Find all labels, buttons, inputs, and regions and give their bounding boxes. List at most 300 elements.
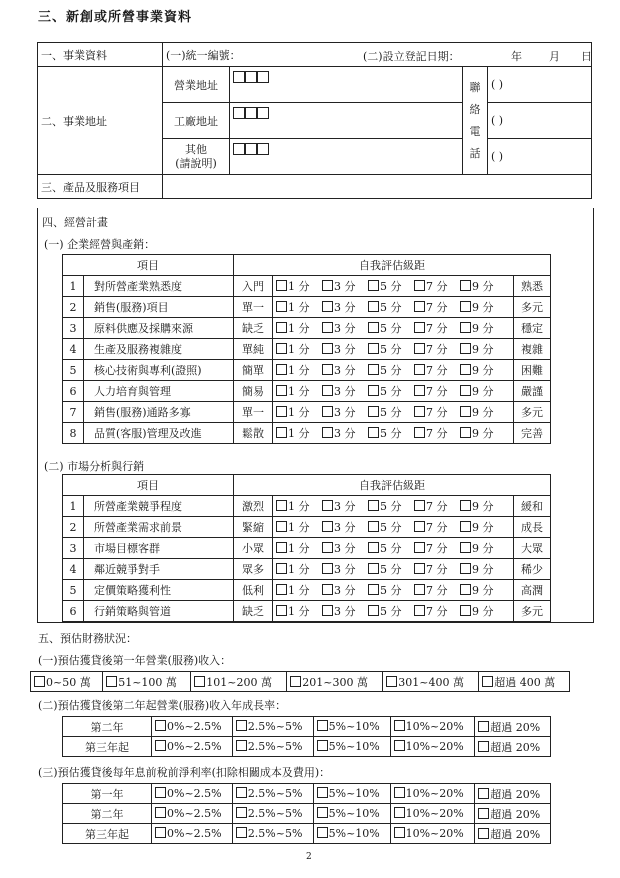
score-label: 7 分 xyxy=(426,563,448,576)
score-option[interactable] xyxy=(276,320,322,336)
percent-option[interactable] xyxy=(232,737,313,757)
checkbox[interactable] xyxy=(322,343,333,354)
rating-column-header: 自我評估級距 xyxy=(234,255,551,276)
score-option[interactable] xyxy=(322,582,368,598)
checkbox[interactable] xyxy=(460,427,471,438)
ops-row xyxy=(63,360,551,381)
score-label: 5 分 xyxy=(380,343,402,356)
checkbox[interactable] xyxy=(460,605,471,616)
market-row xyxy=(63,580,551,601)
score-option[interactable] xyxy=(368,603,414,619)
score-option[interactable] xyxy=(276,404,322,420)
high-end-label: 複雜 xyxy=(514,339,551,360)
postal-code-boxes[interactable] xyxy=(233,142,269,155)
revenue-option[interactable] xyxy=(383,672,479,692)
score-option[interactable] xyxy=(368,561,414,577)
score-option[interactable] xyxy=(460,519,506,535)
revenue-option-label: 301~400 萬 xyxy=(398,675,464,689)
item-label: 市場目標客群 xyxy=(84,538,234,559)
revenue-table xyxy=(30,671,570,692)
score-option[interactable] xyxy=(322,540,368,556)
revenue-option[interactable] xyxy=(479,672,570,692)
checkbox[interactable] xyxy=(460,280,471,291)
checkbox[interactable] xyxy=(276,605,287,616)
checkbox[interactable] xyxy=(290,676,301,687)
score-label: 9 分 xyxy=(472,343,494,356)
checkbox[interactable] xyxy=(414,385,425,396)
score-option[interactable] xyxy=(368,404,414,420)
postal-code-boxes[interactable] xyxy=(233,70,269,83)
score-label: 1 分 xyxy=(288,605,310,618)
score-option[interactable] xyxy=(414,362,460,378)
percent-option-label: 5%~10% xyxy=(328,827,380,840)
score-option[interactable] xyxy=(322,498,368,514)
checkbox[interactable] xyxy=(460,385,471,396)
checkbox[interactable] xyxy=(317,787,328,798)
percent-option-label: 2.5%~5% xyxy=(247,827,303,840)
score-options xyxy=(273,538,514,559)
checkbox[interactable] xyxy=(236,807,247,818)
score-option[interactable] xyxy=(276,582,322,598)
revenue-question: (一)預估獲貸後第一年營業(服務)收入： xyxy=(38,654,232,667)
percent-option[interactable] xyxy=(152,784,233,804)
rating-column-header: 自我評估級距 xyxy=(234,475,551,496)
score-option[interactable] xyxy=(322,603,368,619)
score-option[interactable] xyxy=(460,362,506,378)
checkbox[interactable] xyxy=(414,563,425,574)
score-option[interactable] xyxy=(414,383,460,399)
score-options xyxy=(273,381,514,402)
checkbox[interactable] xyxy=(478,788,489,799)
item-column-header: 項目 xyxy=(63,475,234,496)
revenue-option[interactable] xyxy=(103,672,191,692)
percent-option[interactable] xyxy=(232,824,313,844)
score-option[interactable] xyxy=(322,362,368,378)
percent-option[interactable] xyxy=(232,804,313,824)
score-label: 1 分 xyxy=(288,385,310,398)
row-number: 1 xyxy=(63,496,84,517)
checkbox[interactable] xyxy=(368,322,379,333)
checkbox[interactable] xyxy=(322,500,333,511)
checkbox[interactable] xyxy=(414,605,425,616)
checkbox[interactable] xyxy=(414,364,425,375)
percent-option[interactable] xyxy=(313,824,390,844)
score-option[interactable] xyxy=(368,519,414,535)
checkbox[interactable] xyxy=(414,301,425,312)
checkbox[interactable] xyxy=(460,563,471,574)
checkbox[interactable] xyxy=(322,427,333,438)
percent-option[interactable] xyxy=(390,784,475,804)
percent-option-label: 10%~20% xyxy=(405,720,464,733)
high-end-label: 成長 xyxy=(514,517,551,538)
checkbox[interactable] xyxy=(394,787,405,798)
products-field[interactable] xyxy=(163,175,592,199)
score-option[interactable] xyxy=(368,383,414,399)
checkbox[interactable] xyxy=(394,740,405,751)
checkbox[interactable] xyxy=(414,521,425,532)
percent-option-label: 2.5%~5% xyxy=(247,720,303,733)
checkbox[interactable] xyxy=(368,563,379,574)
checkbox[interactable] xyxy=(317,827,328,838)
checkbox[interactable] xyxy=(460,406,471,417)
checkbox[interactable] xyxy=(276,584,287,595)
other-phone-field[interactable]: ( ) xyxy=(488,139,592,175)
checkbox[interactable] xyxy=(155,720,166,731)
checkbox[interactable] xyxy=(394,827,405,838)
checkbox[interactable] xyxy=(368,385,379,396)
score-label: 9 分 xyxy=(472,322,494,335)
checkbox[interactable] xyxy=(478,808,489,819)
checkbox[interactable] xyxy=(155,827,166,838)
score-option[interactable] xyxy=(414,603,460,619)
checkbox[interactable] xyxy=(322,385,333,396)
percent-option[interactable] xyxy=(475,784,551,804)
score-label: 9 分 xyxy=(472,364,494,377)
item-label: 行銷策略與管道 xyxy=(84,601,234,622)
percent-option-label: 10%~20% xyxy=(405,740,464,753)
item-column-header: 項目 xyxy=(63,255,234,276)
score-option[interactable] xyxy=(414,425,460,441)
score-option[interactable] xyxy=(276,540,322,556)
checkbox[interactable] xyxy=(194,676,205,687)
score-label: 1 分 xyxy=(288,563,310,576)
checkbox[interactable] xyxy=(414,322,425,333)
checkbox[interactable] xyxy=(322,584,333,595)
percent-option-label: 10%~20% xyxy=(405,827,464,840)
percent-option[interactable] xyxy=(152,804,233,824)
checkbox[interactable] xyxy=(276,385,287,396)
checkbox[interactable] xyxy=(322,542,333,553)
checkbox[interactable] xyxy=(276,364,287,375)
checkbox[interactable] xyxy=(478,828,489,839)
checkbox[interactable] xyxy=(322,605,333,616)
percent-option[interactable] xyxy=(232,717,313,737)
percent-option-label: 5%~10% xyxy=(328,720,380,733)
checkbox[interactable] xyxy=(322,406,333,417)
checkbox[interactable] xyxy=(368,406,379,417)
score-option[interactable] xyxy=(276,383,322,399)
score-option[interactable] xyxy=(276,278,322,294)
item-label: 人力培育與管理 xyxy=(84,381,234,402)
score-option[interactable] xyxy=(368,362,414,378)
percent-option[interactable] xyxy=(313,737,390,757)
score-option[interactable] xyxy=(414,519,460,535)
score-option[interactable] xyxy=(322,561,368,577)
percent-option[interactable] xyxy=(152,824,233,844)
row-number: 3 xyxy=(63,538,84,559)
checkbox[interactable] xyxy=(322,322,333,333)
percent-option[interactable] xyxy=(390,717,475,737)
score-label: 7 分 xyxy=(426,385,448,398)
checkbox[interactable] xyxy=(368,364,379,375)
ops-section-heading: (一) 企業經營與產銷： xyxy=(44,238,156,251)
checkbox[interactable] xyxy=(276,521,287,532)
market-row xyxy=(63,517,551,538)
score-label: 7 分 xyxy=(426,605,448,618)
checkbox[interactable] xyxy=(460,500,471,511)
row-number: 6 xyxy=(63,601,84,622)
score-option[interactable] xyxy=(368,540,414,556)
margin-row xyxy=(63,804,551,824)
score-option[interactable] xyxy=(460,404,506,420)
row-number: 1 xyxy=(63,276,84,297)
score-option[interactable] xyxy=(368,299,414,315)
score-label: 7 分 xyxy=(426,584,448,597)
checkbox[interactable] xyxy=(368,343,379,354)
checkbox[interactable] xyxy=(368,280,379,291)
score-option[interactable] xyxy=(460,341,506,357)
checkbox[interactable] xyxy=(236,827,247,838)
ops-header-row xyxy=(63,255,551,276)
checkbox[interactable] xyxy=(276,500,287,511)
score-option[interactable] xyxy=(322,383,368,399)
checkbox[interactable] xyxy=(478,721,489,732)
score-option[interactable] xyxy=(322,278,368,294)
score-label: 1 分 xyxy=(288,343,310,356)
checkbox[interactable] xyxy=(106,676,117,687)
checkbox[interactable] xyxy=(478,741,489,752)
checkbox[interactable] xyxy=(414,584,425,595)
score-option[interactable] xyxy=(322,425,368,441)
item-label: 所營產業需求前景 xyxy=(84,517,234,538)
score-option[interactable] xyxy=(414,540,460,556)
business-info-table xyxy=(37,42,592,199)
score-option[interactable] xyxy=(414,498,460,514)
score-label: 5 分 xyxy=(380,500,402,513)
checkbox[interactable] xyxy=(460,364,471,375)
low-end-label: 單一 xyxy=(234,297,273,318)
score-label: 9 分 xyxy=(472,427,494,440)
checkbox[interactable] xyxy=(322,280,333,291)
revenue-option[interactable] xyxy=(31,672,103,692)
score-option[interactable] xyxy=(322,519,368,535)
checkbox[interactable] xyxy=(34,676,45,687)
item-label: 對所營產業熟悉度 xyxy=(84,276,234,297)
score-option[interactable] xyxy=(460,278,506,294)
checkbox[interactable] xyxy=(386,676,397,687)
checkbox[interactable] xyxy=(322,521,333,532)
score-option[interactable] xyxy=(460,561,506,577)
low-end-label: 缺乏 xyxy=(234,318,273,339)
percent-option[interactable] xyxy=(313,717,390,737)
row-number: 2 xyxy=(63,297,84,318)
checkbox[interactable] xyxy=(460,521,471,532)
score-option[interactable] xyxy=(460,498,506,514)
score-option[interactable] xyxy=(414,341,460,357)
score-option[interactable] xyxy=(368,425,414,441)
business-address-label: 營業地址 xyxy=(163,67,230,103)
revenue-option-label: 101~200 萬 xyxy=(206,675,272,689)
checkbox[interactable] xyxy=(414,406,425,417)
high-end-label: 穩定 xyxy=(514,318,551,339)
score-label: 9 分 xyxy=(472,280,494,293)
checkbox[interactable] xyxy=(368,427,379,438)
score-label: 7 分 xyxy=(426,521,448,534)
score-option[interactable] xyxy=(276,425,322,441)
market-row xyxy=(63,601,551,622)
percent-option[interactable] xyxy=(475,824,551,844)
tax-id-label: (一)統一編號： xyxy=(166,48,241,62)
row-number: 4 xyxy=(63,559,84,580)
checkbox[interactable] xyxy=(414,542,425,553)
percent-option[interactable] xyxy=(313,804,390,824)
checkbox[interactable] xyxy=(236,787,247,798)
checkbox[interactable] xyxy=(155,787,166,798)
revenue-option[interactable] xyxy=(191,672,287,692)
business-phone-field[interactable]: ( ) xyxy=(488,67,592,103)
score-option[interactable] xyxy=(322,320,368,336)
score-option[interactable] xyxy=(322,404,368,420)
checkbox[interactable] xyxy=(460,322,471,333)
ops-row xyxy=(63,276,551,297)
checkbox[interactable] xyxy=(414,343,425,354)
products-label: 三、產品及服務項目 xyxy=(38,175,163,199)
score-label: 7 分 xyxy=(426,406,448,419)
score-option[interactable] xyxy=(276,362,322,378)
factory-phone-field[interactable]: ( ) xyxy=(488,103,592,139)
ops-row xyxy=(63,381,551,402)
item-label: 定價策略獲利性 xyxy=(84,580,234,601)
score-option[interactable] xyxy=(368,278,414,294)
item-label: 核心技術與專利(證照) xyxy=(84,360,234,381)
score-label: 5 分 xyxy=(380,406,402,419)
business-address-field[interactable] xyxy=(230,67,463,103)
checkbox[interactable] xyxy=(368,542,379,553)
percent-option[interactable] xyxy=(152,737,233,757)
score-option[interactable] xyxy=(368,582,414,598)
score-option[interactable] xyxy=(460,582,506,598)
score-option[interactable] xyxy=(368,320,414,336)
ops-row xyxy=(63,318,551,339)
low-end-label: 激烈 xyxy=(234,496,273,517)
checkbox[interactable] xyxy=(317,720,328,731)
checkbox[interactable] xyxy=(414,427,425,438)
score-options xyxy=(273,276,514,297)
factory-address-field[interactable] xyxy=(230,103,463,139)
score-option[interactable] xyxy=(276,603,322,619)
checkbox[interactable] xyxy=(460,301,471,312)
checkbox[interactable] xyxy=(394,807,405,818)
checkbox[interactable] xyxy=(276,542,287,553)
score-option[interactable] xyxy=(414,404,460,420)
checkbox[interactable] xyxy=(317,740,328,751)
checkbox[interactable] xyxy=(368,605,379,616)
checkbox[interactable] xyxy=(368,521,379,532)
revenue-option[interactable] xyxy=(287,672,383,692)
score-option[interactable] xyxy=(276,341,322,357)
checkbox[interactable] xyxy=(368,584,379,595)
score-options xyxy=(273,496,514,517)
other-address-field[interactable] xyxy=(230,139,463,175)
checkbox[interactable] xyxy=(276,406,287,417)
percent-option[interactable] xyxy=(390,824,475,844)
checkbox[interactable] xyxy=(482,676,493,687)
checkbox[interactable] xyxy=(155,740,166,751)
checkbox[interactable] xyxy=(317,807,328,818)
score-option[interactable] xyxy=(276,299,322,315)
score-option[interactable] xyxy=(322,341,368,357)
score-label: 3 分 xyxy=(334,301,356,314)
percent-option[interactable] xyxy=(232,784,313,804)
plan-heading: 四、經營計畫 xyxy=(42,216,108,229)
score-option[interactable] xyxy=(368,498,414,514)
postal-code-boxes[interactable] xyxy=(233,106,269,119)
checkbox[interactable] xyxy=(276,343,287,354)
score-option[interactable] xyxy=(460,383,506,399)
checkbox[interactable] xyxy=(414,280,425,291)
checkbox[interactable] xyxy=(276,322,287,333)
percent-option[interactable] xyxy=(475,804,551,824)
score-option[interactable] xyxy=(414,278,460,294)
score-option[interactable] xyxy=(276,561,322,577)
checkbox[interactable] xyxy=(414,500,425,511)
revenue-option-label: 0~50 萬 xyxy=(46,675,91,689)
low-end-label: 眾多 xyxy=(234,559,273,580)
checkbox[interactable] xyxy=(236,720,247,731)
checkbox[interactable] xyxy=(322,563,333,574)
checkbox[interactable] xyxy=(368,500,379,511)
checkbox[interactable] xyxy=(460,584,471,595)
percent-option-label: 0%~2.5% xyxy=(167,787,222,800)
checkbox[interactable] xyxy=(276,563,287,574)
checkbox[interactable] xyxy=(394,720,405,731)
percent-option[interactable] xyxy=(475,737,551,757)
score-label: 9 分 xyxy=(472,563,494,576)
score-options xyxy=(273,559,514,580)
checkbox[interactable] xyxy=(155,807,166,818)
score-option[interactable] xyxy=(414,582,460,598)
score-option[interactable] xyxy=(414,299,460,315)
score-label: 1 分 xyxy=(288,542,310,555)
score-label: 9 分 xyxy=(472,385,494,398)
score-option[interactable] xyxy=(460,540,506,556)
score-label: 3 分 xyxy=(334,322,356,335)
percent-option[interactable] xyxy=(390,737,475,757)
percent-option[interactable] xyxy=(475,717,551,737)
score-label: 5 分 xyxy=(380,427,402,440)
score-option[interactable] xyxy=(460,320,506,336)
score-option[interactable] xyxy=(368,341,414,357)
percent-option-label: 5%~10% xyxy=(328,740,380,753)
low-end-label: 入門 xyxy=(234,276,273,297)
checkbox[interactable] xyxy=(460,343,471,354)
score-option[interactable] xyxy=(460,425,506,441)
percent-option[interactable] xyxy=(313,784,390,804)
checkbox[interactable] xyxy=(276,427,287,438)
high-end-label: 多元 xyxy=(514,402,551,423)
ops-row xyxy=(63,339,551,360)
score-label: 3 分 xyxy=(334,385,356,398)
score-option[interactable] xyxy=(276,498,322,514)
score-option[interactable] xyxy=(414,320,460,336)
checkbox[interactable] xyxy=(368,301,379,312)
score-option[interactable] xyxy=(322,299,368,315)
percent-option[interactable] xyxy=(152,717,233,737)
percent-option[interactable] xyxy=(390,804,475,824)
score-option[interactable] xyxy=(460,603,506,619)
score-option[interactable] xyxy=(460,299,506,315)
finance-heading: 五、預估財務狀況： xyxy=(38,632,137,645)
score-option[interactable] xyxy=(414,561,460,577)
checkbox[interactable] xyxy=(276,301,287,312)
checkbox[interactable] xyxy=(322,364,333,375)
checkbox[interactable] xyxy=(322,301,333,312)
checkbox[interactable] xyxy=(460,542,471,553)
address-label: 二、事業地址 xyxy=(38,67,163,175)
score-option[interactable] xyxy=(276,519,322,535)
checkbox[interactable] xyxy=(236,740,247,751)
checkbox[interactable] xyxy=(276,280,287,291)
